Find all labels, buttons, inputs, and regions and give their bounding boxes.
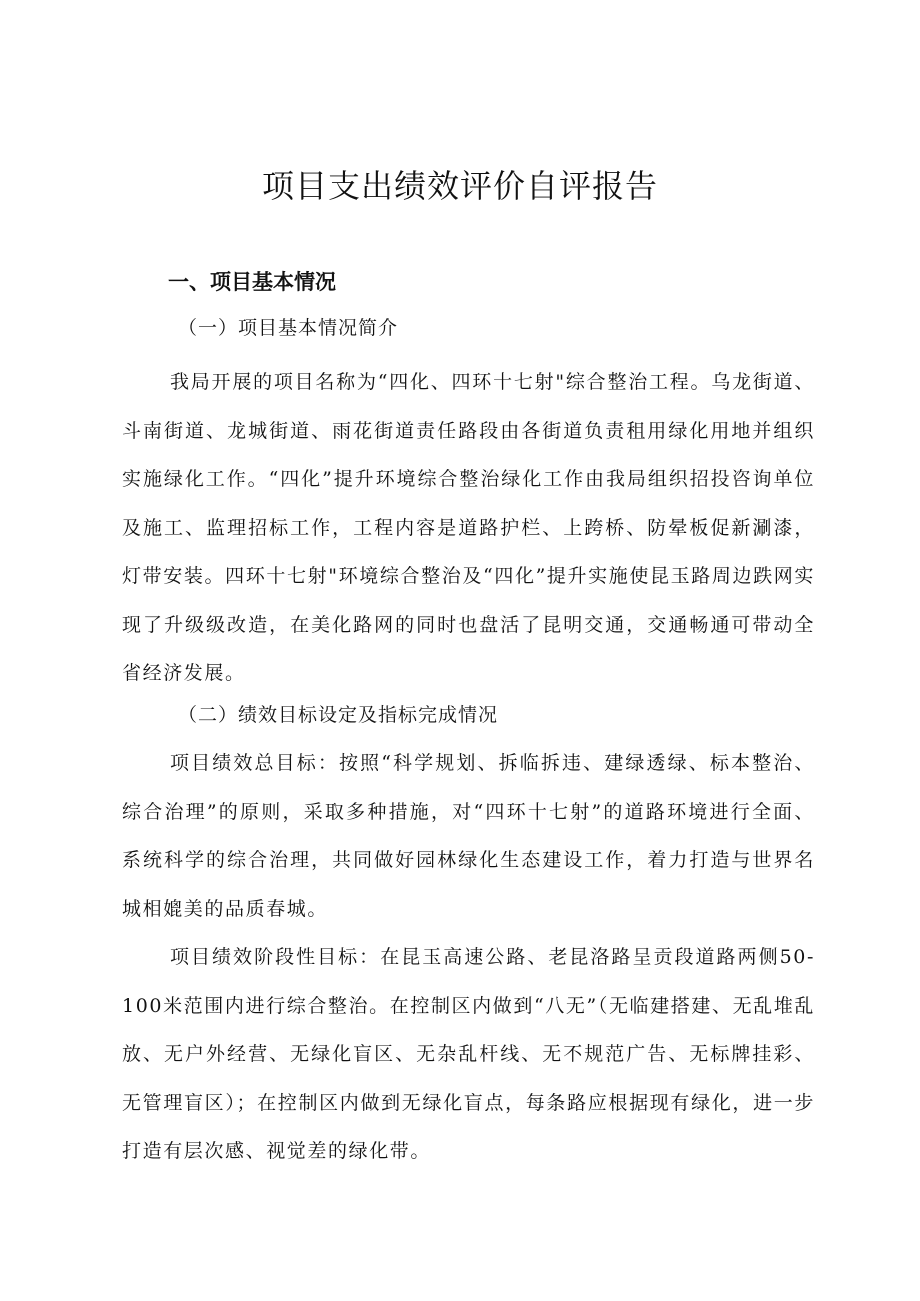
report-title: 项目支出绩效评价自评报告: [261, 167, 658, 205]
paragraph-project-overview: 我局开展的项目名称为“四化、四环十七射"综合整治工程。乌龙街道、斗南街道、龙城街道、雨花街道责任路段由各街道负责租用绿化用地并组织实施绿化工作。“四化”提升环境综合整治绿化工作由我局组织招投咨询单位及施工、监理招标工作，工程内容是道路护栏、上跨桥、防晕板促新涮漆，灯带安装。四环十七射"环境综合整治及“四化”提升实施使昆玉路周边跌网实现了升级级改造，在美化路网的同时也盘活了昆明交通，交通畅通可带动全省经济发展。: [122, 371, 815, 684]
subsection-heading-performance-goals: （二）绩效目标设定及指标完成情况: [178, 704, 499, 726]
subsection-heading-overview: （一）项目基本情况简介: [178, 317, 399, 339]
paragraph-overall-goal: 项目绩效总目标：按照“科学规划、拆临拆违、建绿透绿、标本整治、综合治理”的原则，采取多种措施，对“四环十七射”的道路环境进行全面、系统科学的综合治理，共同做好园林绿化生态建设工作，着力打造与世界名城相媲美的品质春城。: [122, 752, 815, 920]
paragraph-stage-goal: 项目绩效阶段性目标：在昆玉高速公路、老昆洛路呈贡段道路两侧50-100米范围内进行综合整治。在控制区内做到“八无”（无临建搭建、无乱堆乱放、无户外经营、无绿化盲区、无杂乱杆线、无不规范广告、无标牌挂彩、无管理盲区）；在控制区内做到无绿化盲点，每条路应根据现有绿化，进一步打造有层次感、视觉差的绿化带。: [122, 946, 815, 1162]
section-heading-basic-info: 一、项目基本情况: [168, 270, 336, 294]
